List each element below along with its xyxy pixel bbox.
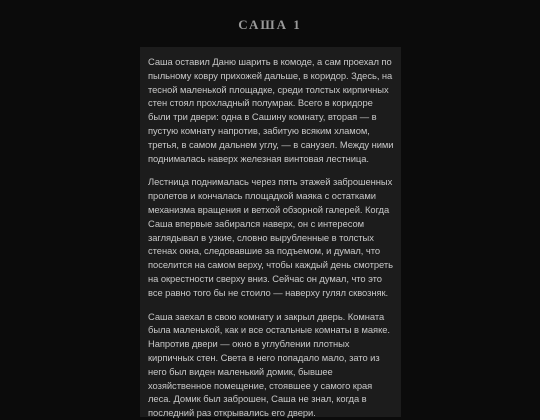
- chapter-title: САША 1: [238, 17, 302, 32]
- paragraph: Лестница поднималась через пять этажей заброшенных пролетов и кончалась площадкой маяка с остатками механизма вращения и ветхой обзорной галерей. Когда Саша впервые забирался наверх, он с интересом заглядывал в узкие, словно вырубленные в толстых стенах окна, следовавшие за подъемом, и думал, что поселится на самом верху, чтобы каждый день смотреть на окрестности сверху вниз. Сейчас он думал, что это все равно того бы не стоило — наверху гулял сквозняк.: [148, 176, 393, 298]
- text-panel: [140, 47, 401, 417]
- paragraph: Саша заехал в свою комнату и закрыл дверь. Комната была маленькой, как и все остальные комнаты в маяке. Напротив двери — окно в углублении плотных кирпичных стен. Света в него попадало мало, зато из него был виден маленький домик, бывшее хозяйственное помещение, стоявшее у самого края леса. Домик был заброшен, Саша не знал, когда в последний раз открывались его двери.: [148, 310, 390, 419]
- paragraph: Саша оставил Даню шарить в комоде, а сам проехал по пыльному ковру прихожей дальше, в коридор. Здесь, на тесной маленькой площадке, среди толстых кирпичных стен стоял прохладный полумрак. Всего в коридоре были три двери: одна в Сашину комнату, вторая — в пустую комнату напротив, забитую всяким хламом, третья, в самом дальнем углу, — в санузел. Между ними поднималась наверх железная винтовая лестница.: [148, 56, 394, 164]
